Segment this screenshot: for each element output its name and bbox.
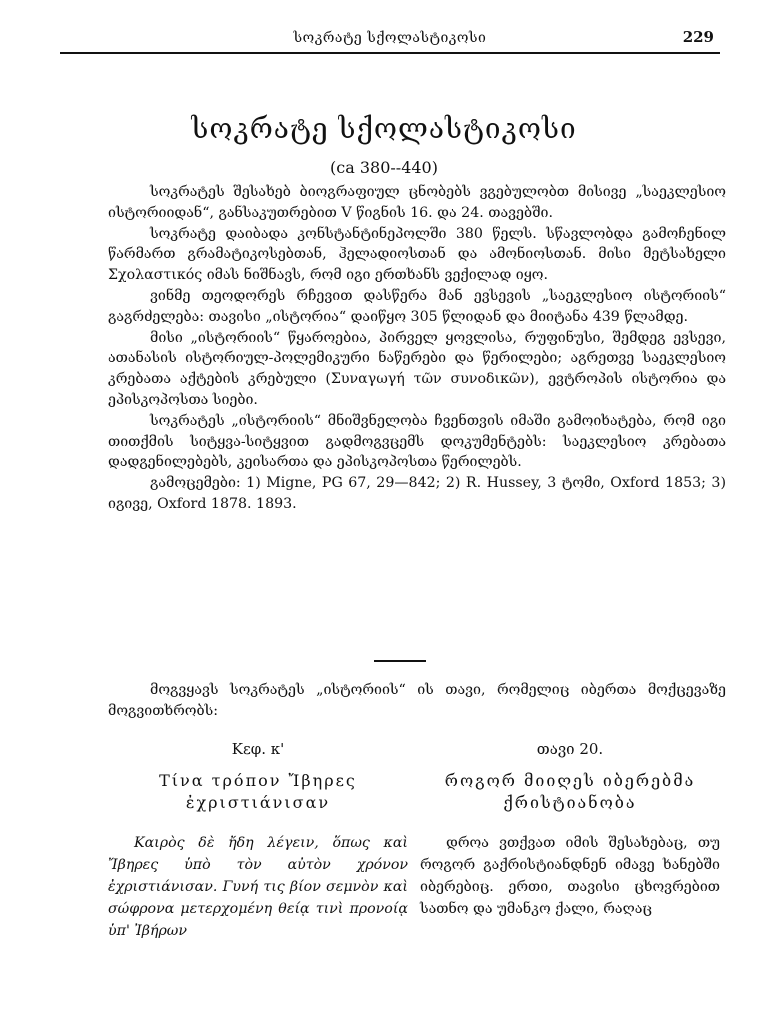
georgian-column xyxy=(420,736,720,920)
page-number: 229 xyxy=(682,28,714,46)
running-title: სოკრატე სქოლასტიკოსი xyxy=(293,30,487,46)
georgian-text xyxy=(420,832,720,920)
paragraph: სოკრატეს „ისტორიის“ მნიშვნელობა ჩვენთვის იმაში გამოიხატება, რომ იგი თითქმის სიტყვა-სიტყვით გადმოგვცემს დოკუმენტებს: საეკლესიო კრებათა დადგენილებებს, კეისართა და ეპისკოპოსთა წერილებს. xyxy=(108,412,726,471)
section-divider xyxy=(374,660,426,662)
editions-paragraph: გამოცემები: 1) Migne, PG 67, 29—842; 2) R. Hussey, 3 ტომი, Oxford 1853; 3) იგივე, Oxford 1878. 1893. xyxy=(108,475,726,512)
chapter-title: სოკრატე სქოლასტიკოსი xyxy=(191,112,577,145)
greek-chapter-title: Τίνα τρόπον Ἴβηρες ἐχριστιάνισαν xyxy=(159,771,357,812)
excerpt-intro xyxy=(108,680,726,722)
georgian-chapter-number: თავი 20. xyxy=(536,740,604,758)
paragraph: ვინმე თეოდორეს რჩევით დასწერა მან ევსევის „საეკლესიო ისტორიის“ გაგრძელება: თავისი „ისტორია“ დაიწყო 305 წლიდან და მიიტანა 439 წლამდე. xyxy=(108,287,726,325)
paragraph: სოკრატეს შესახებ ბიოგრაფიულ ცნობებს ვგებულობთ მისივე „საეკლესიო ისტორიიდან“, განსაკუთრებით V წიგნის 16. და 24. თავებში. xyxy=(108,184,726,221)
author-dates: (ca 380--440) xyxy=(330,158,438,177)
paragraph: სოკრატე დაიბადა კონსტანტინეპოლში 380 წელს. სწავლობდა გამოჩენილ წარმართ გრამატიკოსებთან, ჰელადიოსთან და ამონიოსთან. მისი მეტსახელი Σχολαστικός იმას ნიშნავს, რომ იგი ერთხანს ვექილად იყო. xyxy=(108,225,726,284)
introduction-text xyxy=(108,182,726,515)
running-header xyxy=(60,26,720,54)
greek-column xyxy=(108,736,408,942)
georgian-chapter-title: როგორ მიიღეს იბერებმა ქრისტიანობა xyxy=(444,771,696,812)
georgian-paragraph: დროა ვთქვათ იმის შესახებაც, თუ როგორ გაქრისტიანდნენ იმავე ხანებში იბერებიც. ერთი, თავისი ცხოვრებით სათნო და უმანკო ქალი, რაღაც xyxy=(420,835,720,917)
intro-paragraph: მოგვყავს სოკრატეს „ისტორიის“ ის თავი, რომელიც იბერთა მოქცევაზე მოგვითხრობს: xyxy=(108,682,726,719)
paragraph: მისი „ისტორიის“ წყაროებია, პირველ ყოვლისა, რუფინუსი, შემდეგ ევსევი, ათანასის ისტორიულ-პოლემიკური ნაწერები და წერილები; აგრეთვე საეკლესიო კრებათა აქტების კრებული (Συναγωγή τῶν συνοδικῶν), ევტროპის ისტორია და ეპისკოპოსთა სიები. xyxy=(108,329,726,408)
greek-text xyxy=(108,832,408,942)
greek-chapter-number: Κεφ. κ' xyxy=(231,740,285,758)
greek-paragraph: Καιρὸς δὲ ἤδη λέγειν, ὅπως καὶ Ἴβηρες ὑπὸ τὸν αὐτὸν χρόνον ἐχριστιάνισαν. Γυνή τις βίον σεμνὸν καὶ σώφρονα μετερχομένη θείᾳ τινὶ προνοίᾳ ὑπ' Ἰβήρων xyxy=(108,835,408,939)
